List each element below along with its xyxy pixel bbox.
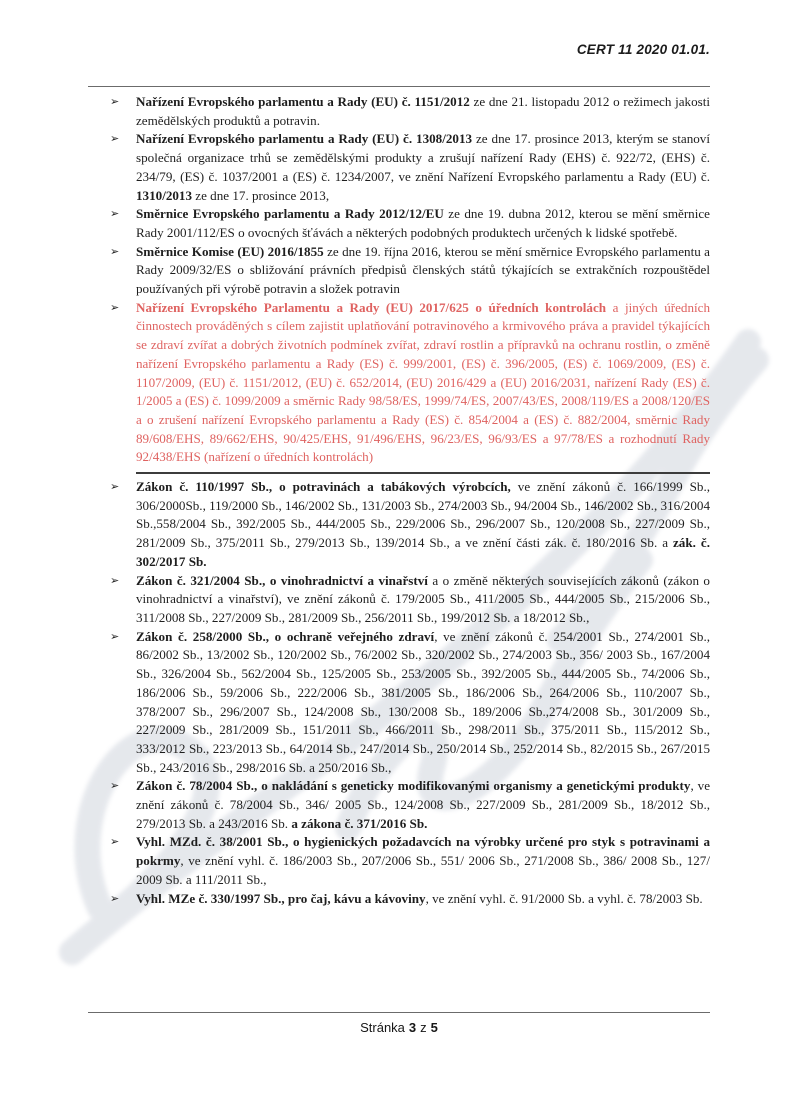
regulation-text-run: , ve znění vyhl. č. 91/2000 Sb. a vyhl. č. 78/2003 Sb. (425, 890, 703, 906)
page-number-of-word: z (420, 1020, 427, 1035)
list-item (88, 572, 710, 628)
arrow-bullet-icon: ➢ (110, 244, 120, 258)
regulation-title-run: Nařízení Evropského parlamentu a Rady (EU) č. 1151/2012 (136, 94, 470, 109)
regulation-title-run: Zákon č. 110/1997 Sb., o potravinách a tabákových výrobcích, (136, 479, 511, 495)
regulation-title-run: Vyhl. MZd. č. 38/2001 Sb., o hygienických požadavcích na výrobky určené pro styk s potravinami a pokrmy (136, 834, 710, 869)
arrow-bullet-icon: ➢ (110, 480, 120, 494)
regulation-text-run: , ve znění zákonů č. 254/2001 Sb., 274/2001 Sb., 86/2002 Sb., 13/2002 Sb., 120/2002 Sb., 76/2002 Sb., 320/2002 Sb., 274/2003 Sb., 356/ 2003 Sb., 167/2004 Sb., 326/2004 Sb., 562/2004 Sb., 125/2005 Sb., 253/2005 Sb., 392/2005 Sb., 444/2005 Sb., 74/2006 Sb., 186/2006 Sb., 59/2006 Sb., 222/2006 Sb., 381/2005 Sb., 186/2006 Sb., 264/2006 Sb., 110/2007 Sb., 378/2007 Sb., 296/2007 Sb., 124/2008 Sb., 130/2008 Sb., 189/2006 Sb.,274/2008 Sb., 301/2009 Sb., 227/2009 Sb., 281/2009 Sb., 151/2011 Sb., 466/2011 Sb., 298/2011 Sb., 375/2011 Sb., 115/2012 Sb., 333/2012 Sb., 223/2013 Sb., 64/2014 Sb., 247/2014 Sb., 250/2014 Sb., 252/2014 Sb., 82/2015 Sb., 267/2015 Sb., 243/2016 Sb., 298/2016 Sb. a 250/2016 Sb., (136, 628, 710, 775)
document-code: CERT 11 2020 01.01. (576, 42, 710, 57)
page-number (88, 1013, 710, 1035)
arrow-bullet-icon: ➢ (110, 891, 120, 905)
page-number-prefix: Stránka (360, 1020, 405, 1035)
list-item (88, 777, 710, 833)
regulation-title-run: Zákon č. 321/2004 Sb., o vinohradnictví a vinařství (136, 572, 428, 588)
regulation-title-run: zák. č. 302/2017 Sb. (136, 535, 710, 569)
arrow-bullet-icon: ➢ (110, 300, 120, 314)
regulation-text-run: ze dne 19. října 2016, kterou se mění směrnice Evropského parlamentu a Rady 2009/32/ES o sbližování právních předpisů členských států týkajících se extrakčních rozpouštědel používaných při výrobě potravin a složek potravin (136, 243, 710, 297)
regulation-text-run: , ve znění vyhl. č. 186/2003 Sb., 207/2006 Sb., 551/ 2006 Sb., 271/2008 Sb., 386/ 2008 Sb., 127/ 2009 Sb. a 111/2011 Sb., (136, 853, 710, 887)
regulation-title-run: Směrnice Evropského parlamentu a Rady 2012/12/EU (136, 206, 444, 222)
arrow-bullet-icon: ➢ (110, 95, 120, 108)
list-item (88, 205, 710, 242)
page-number-total: 5 (430, 1020, 438, 1035)
arrow-bullet-icon: ➢ (110, 779, 120, 793)
regulation-text-run: ze dne 17. prosince 2013, (192, 187, 330, 203)
regulation-title-run: Nařízení Evropského Parlamentu a Rady (EU) 2017/625 o úředních kontrolách (136, 299, 607, 315)
arrow-bullet-icon: ➢ (110, 132, 120, 146)
list-item (88, 890, 710, 909)
regulation-list (88, 93, 710, 908)
regulation-title-run: Vyhl. MZe č. 330/1997 Sb., pro čaj, kávu a kávoviny (136, 890, 426, 906)
regulation-text-run: a jiných úředních činnostech prováděných s cílem zajistit uplatňování potravinového a krmivového práva a pravidel týkajících se zdraví zvířat a dobrých životních podmínek zvířat, zdraví rostlin a přípravků na ochranu rostlin, o změně nařízení Evropského parlamentu a Rady (ES) č. 999/2001, (ES) č. 396/2005, (ES) č. 1069/2009, (ES) č. 1107/2009, (EU) č. 1151/2012, (EU) č. 652/2014, (EU) 2016/429 a (EU) 2016/2031, nařízení Rady (ES) č. 1/2005 a (ES) č. 1099/2009 a směrnic Rady 98/58/ES, 1999/74/ES, 2007/43/ES, 2008/119/ES a 2008/120/ES a o zrušení nařízení Evropského parlamentu a Rady (ES) č. 854/2004 a (ES) č. 882/2004, směrnic Rady 89/608/EHS, 89/662/EHS, 90/425/EHS, 91/496/EHS, 96/23/ES, 96/93/ES a 97/78/ES a rozhodnutí Rady 92/438/EHS (nařízení o úředních kontrolách) (136, 299, 711, 465)
arrow-bullet-icon: ➢ (110, 835, 120, 849)
regulation-text-run: ze dne 17. prosince 2013, kterým se stanoví společná organizace trhů se zemědělskými produkty a zrušují nařízení Rady (EHS) č. 922/72, (EHS) č. 234/79, (ES) č. 1037/2001 a (ES) č. 1234/2007, ve znění Nařízení Evropského parlamentu a Rady (EU) č. (136, 131, 710, 184)
list-item (88, 299, 710, 467)
arrow-bullet-icon: ➢ (110, 573, 120, 587)
regulation-title-run: Nařízení Evropského parlamentu a Rady (EU) č. 1308/2013 (136, 131, 473, 147)
list-item (88, 628, 710, 778)
regulation-text-run: a o změně některých souvisejících zákonů (zákon o vinohradnictví a vinařství), ve znění zákonů č. 179/2005 Sb., 411/2005 Sb., 444/2005 Sb., 215/2006 Sb., 311/2008 Sb., 227/2009 Sb., 281/2009 Sb., 256/2011 Sb., 199/2012 Sb. a 18/2012 Sb., (136, 572, 710, 625)
list-item (88, 93, 710, 130)
regulation-text-run: ve znění zákonů č. 166/1999 Sb., 306/2000Sb., 119/2000 Sb., 146/2002 Sb., 131/2003 Sb., 274/2003 Sb., 94/2004 Sb., 146/2002 Sb., 316/2004 Sb.,558/2004 Sb., 392/2005 Sb., 444/2005 Sb., 229/2006 Sb., 296/2007 Sb., 120/2008 Sb., 227/2009 Sb., 281/2009 Sb., 375/2011 Sb., 279/2013 Sb., 139/2014 Sb., a ve znění části zák. č. 180/2016 Sb. a (136, 479, 711, 551)
arrow-bullet-icon: ➢ (110, 629, 120, 643)
list-item (88, 130, 710, 205)
header-divider (88, 86, 710, 87)
regulation-title-run: Zákon č. 258/2000 Sb., o ochraně veřejného zdraví (136, 628, 435, 644)
regulation-title-run: a zákona č. 371/2016 Sb. (291, 815, 428, 831)
regulation-title-run: 1310/2013 (136, 187, 193, 203)
regulation-text-run: , ve znění zákonů č. 78/2004 Sb., 346/ 2005 Sb., 124/2008 Sb., 227/2009 Sb., 281/2009 Sb., 18/2012 Sb., 279/2013 Sb. a 243/2016 Sb. (136, 778, 711, 831)
arrow-bullet-icon: ➢ (110, 207, 120, 221)
regulation-text-run: ze dne 19. dubna 2012, kterou se mění směrnice Rady 2001/112/ES o ovocných šťávách a některých podobných produktech určených k lidské spotřebě. (136, 206, 710, 240)
section-divider (136, 472, 710, 474)
list-item (88, 833, 710, 889)
regulation-title-run: Směrnice Komise (EU) 2016/1855 (136, 243, 324, 259)
regulation-text-run: ze dne 21. listopadu 2012 o režimech jakosti zemědělských produktů a potravin. (136, 94, 710, 128)
list-item (88, 243, 710, 299)
page-number-current: 3 (408, 1020, 417, 1035)
regulation-title-run: Zákon č. 78/2004 Sb., o nakládání s geneticky modifikovanými organismy a genetickými produkty (136, 778, 691, 794)
page-footer (88, 1012, 710, 1041)
list-item (88, 478, 710, 572)
